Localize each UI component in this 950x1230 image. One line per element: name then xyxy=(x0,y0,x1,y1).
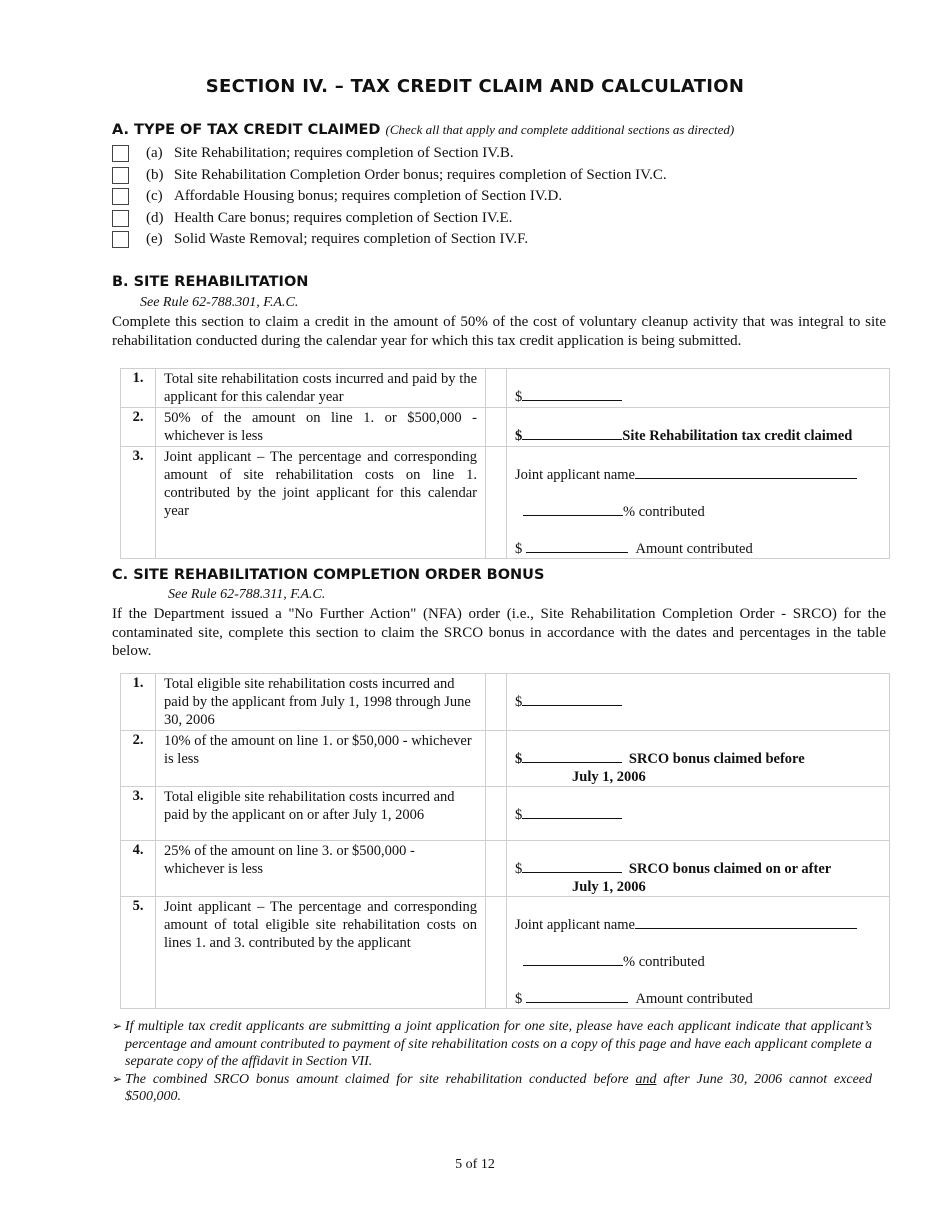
dollar-sign: $ xyxy=(515,861,523,877)
line-description: 50% of the amount on line 1. or $500,000 - whichever is less xyxy=(156,408,486,447)
option-letter: (b) xyxy=(146,166,164,183)
table-row xyxy=(121,897,890,1009)
dollar-sign: $ xyxy=(515,751,523,767)
credit-type-checklist xyxy=(112,143,892,251)
note-text: The combined SRCO bonus amount claimed for site rehabilitation conducted before and after June 30, 2006 cannot exceed $500,000. xyxy=(125,1071,872,1104)
section-b-heading: B. SITE REHABILITATION xyxy=(112,274,309,290)
section-a-title: A. TYPE OF TAX CREDIT CLAIMED xyxy=(112,122,381,138)
table-row xyxy=(121,447,890,559)
table-row xyxy=(121,787,890,841)
checkbox-solid-waste[interactable] xyxy=(112,231,129,248)
line-number: 1. xyxy=(121,674,156,731)
table-row xyxy=(121,731,890,787)
credit-claimed-field[interactable] xyxy=(522,426,622,440)
table-row xyxy=(121,674,890,731)
dollar-sign: $ xyxy=(515,428,523,444)
credit-option-d xyxy=(112,208,892,230)
percent-label: % contributed xyxy=(623,954,705,970)
dollar-sign: $ xyxy=(515,694,523,710)
joint-name-label: Joint applicant name xyxy=(515,467,635,483)
line-number: 2. xyxy=(121,731,156,787)
line-answer xyxy=(507,731,890,787)
table-row xyxy=(121,369,890,408)
line-answer xyxy=(507,369,890,408)
dollar-sign: $ xyxy=(515,541,523,557)
checkbox-site-rehabilitation[interactable] xyxy=(112,145,129,162)
checkbox-srco-bonus[interactable] xyxy=(112,167,129,184)
checkbox-health-care[interactable] xyxy=(112,210,129,227)
line-answer xyxy=(507,787,890,841)
line-answer xyxy=(507,408,890,447)
joint-name-label: Joint applicant name xyxy=(515,917,635,933)
line-description: 10% of the amount on line 1. or $50,000 - whichever is less xyxy=(156,731,486,787)
section-a-heading xyxy=(112,122,734,138)
line-answer xyxy=(507,841,890,897)
option-letter: (d) xyxy=(146,209,164,226)
option-letter: (a) xyxy=(146,145,163,162)
option-letter: (c) xyxy=(146,188,163,205)
notes-list xyxy=(112,1018,872,1106)
section-c-heading: C. SITE REHABILITATION COMPLETION ORDER BONUS xyxy=(112,567,545,583)
credit-claimed-label: Site Rehabilitation tax credit claimed xyxy=(622,428,853,444)
line-number: 3. xyxy=(121,447,156,559)
section-b-rule: See Rule 62-788.301, F.A.C. xyxy=(140,295,299,310)
line-answer xyxy=(507,897,890,1009)
site-rehab-table xyxy=(120,368,890,559)
joint-name-field[interactable] xyxy=(635,915,857,929)
srco-after-date: July 1, 2006 xyxy=(572,879,646,895)
checkbox-affordable-housing[interactable] xyxy=(112,188,129,205)
costs-before-field[interactable] xyxy=(522,692,622,706)
percent-field[interactable] xyxy=(523,952,623,966)
arrow-bullet-icon: ➢ xyxy=(112,1019,123,1033)
option-label: Solid Waste Removal; requires completion of Section IV.F. xyxy=(174,231,529,248)
line-description: Total site rehabilitation costs incurred and paid by the applicant for this calendar year xyxy=(156,369,486,408)
line-description: Joint applicant – The percentage and corresponding amount of total eligible site rehabilitation costs on lines 1. and 3. contributed by the applicant xyxy=(156,897,486,1009)
percent-field[interactable] xyxy=(523,502,623,516)
joint-name-field[interactable] xyxy=(635,465,857,479)
credit-option-c xyxy=(112,186,892,208)
note-text: If multiple tax credit applicants are submitting a joint application for one site, please have each applicant indicate that applicant’s percentage and amount contributed to payment of site rehabilitation costs on a copy of this page and have each applicant complete a separate copy of the affidavit in Section VII. xyxy=(125,1019,872,1069)
table-row xyxy=(121,841,890,897)
credit-option-b xyxy=(112,165,892,187)
option-label: Site Rehabilitation; requires completion of Section IV.B. xyxy=(174,145,514,162)
srco-after-label: SRCO bonus claimed on or after xyxy=(628,861,832,877)
costs-after-field[interactable] xyxy=(522,805,622,819)
line-number: 4. xyxy=(121,841,156,897)
line-description: Total eligible site rehabilitation costs incurred and paid by the applicant from July 1, 1998 through June 30, 2006 xyxy=(156,674,486,731)
line-description: Joint applicant – The percentage and corresponding amount of site rehabilitation costs on line 1. contributed by the joint applicant for this calendar year xyxy=(156,447,486,559)
section-c-paragraph: If the Department issued a "No Further Action" (NFA) order (i.e., Site Rehabilitation Completion Order - SRCO) for the contaminated site, complete this section to claim the SRCO bonus in accordance with the dates and percentages in the table below. xyxy=(112,606,886,659)
line-number: 1. xyxy=(121,369,156,408)
percent-label: % contributed xyxy=(623,504,705,520)
option-letter: (e) xyxy=(146,231,163,248)
arrow-bullet-icon: ➢ xyxy=(112,1071,123,1086)
line-answer xyxy=(507,674,890,731)
note-item xyxy=(112,1018,872,1071)
srco-before-date: July 1, 2006 xyxy=(572,769,646,785)
srco-before-field[interactable] xyxy=(522,749,622,763)
line-description: 25% of the amount on line 3. or $500,000 - whichever is less xyxy=(156,841,486,897)
line-number: 3. xyxy=(121,787,156,841)
credit-option-e xyxy=(112,229,892,251)
section-a-note: (Check all that apply and complete additional sections as directed) xyxy=(385,122,735,137)
dollar-sign: $ xyxy=(515,389,523,405)
line-answer xyxy=(507,447,890,559)
dollar-sign: $ xyxy=(515,991,523,1007)
section-c-rule: See Rule 62-788.311, F.A.C. xyxy=(168,587,326,602)
srco-after-field[interactable] xyxy=(522,859,622,873)
option-label: Affordable Housing bonus; requires completion of Section IV.D. xyxy=(174,188,563,205)
total-costs-field[interactable] xyxy=(522,387,622,401)
amount-label: Amount contributed xyxy=(635,991,753,1007)
amount-label: Amount contributed xyxy=(635,541,753,557)
section-b-paragraph: Complete this section to claim a credit in the amount of 50% of the cost of voluntary cleanup activity that was integral to site rehabilitation conducted during the calendar year for which this tax credit application is being submitted. xyxy=(112,314,886,349)
line-description: Total eligible site rehabilitation costs incurred and paid by the applicant on or after July 1, 2006 xyxy=(156,787,486,841)
srco-bonus-table xyxy=(120,673,890,1009)
amount-field[interactable] xyxy=(526,539,628,553)
note-item xyxy=(112,1071,872,1106)
dollar-sign: $ xyxy=(515,807,523,823)
srco-before-label: SRCO bonus claimed before xyxy=(628,751,805,767)
option-label: Site Rehabilitation Completion Order bonus; requires completion of Section IV.C. xyxy=(174,166,667,183)
page-title: SECTION IV. – TAX CREDIT CLAIM AND CALCULATION xyxy=(205,76,745,97)
credit-option-a xyxy=(112,143,892,165)
page-number: 5 of 12 xyxy=(455,1157,495,1172)
table-row xyxy=(121,408,890,447)
option-label: Health Care bonus; requires completion of Section IV.E. xyxy=(174,209,513,226)
line-number: 2. xyxy=(121,408,156,447)
amount-field[interactable] xyxy=(526,989,628,1003)
line-number: 5. xyxy=(121,897,156,1009)
